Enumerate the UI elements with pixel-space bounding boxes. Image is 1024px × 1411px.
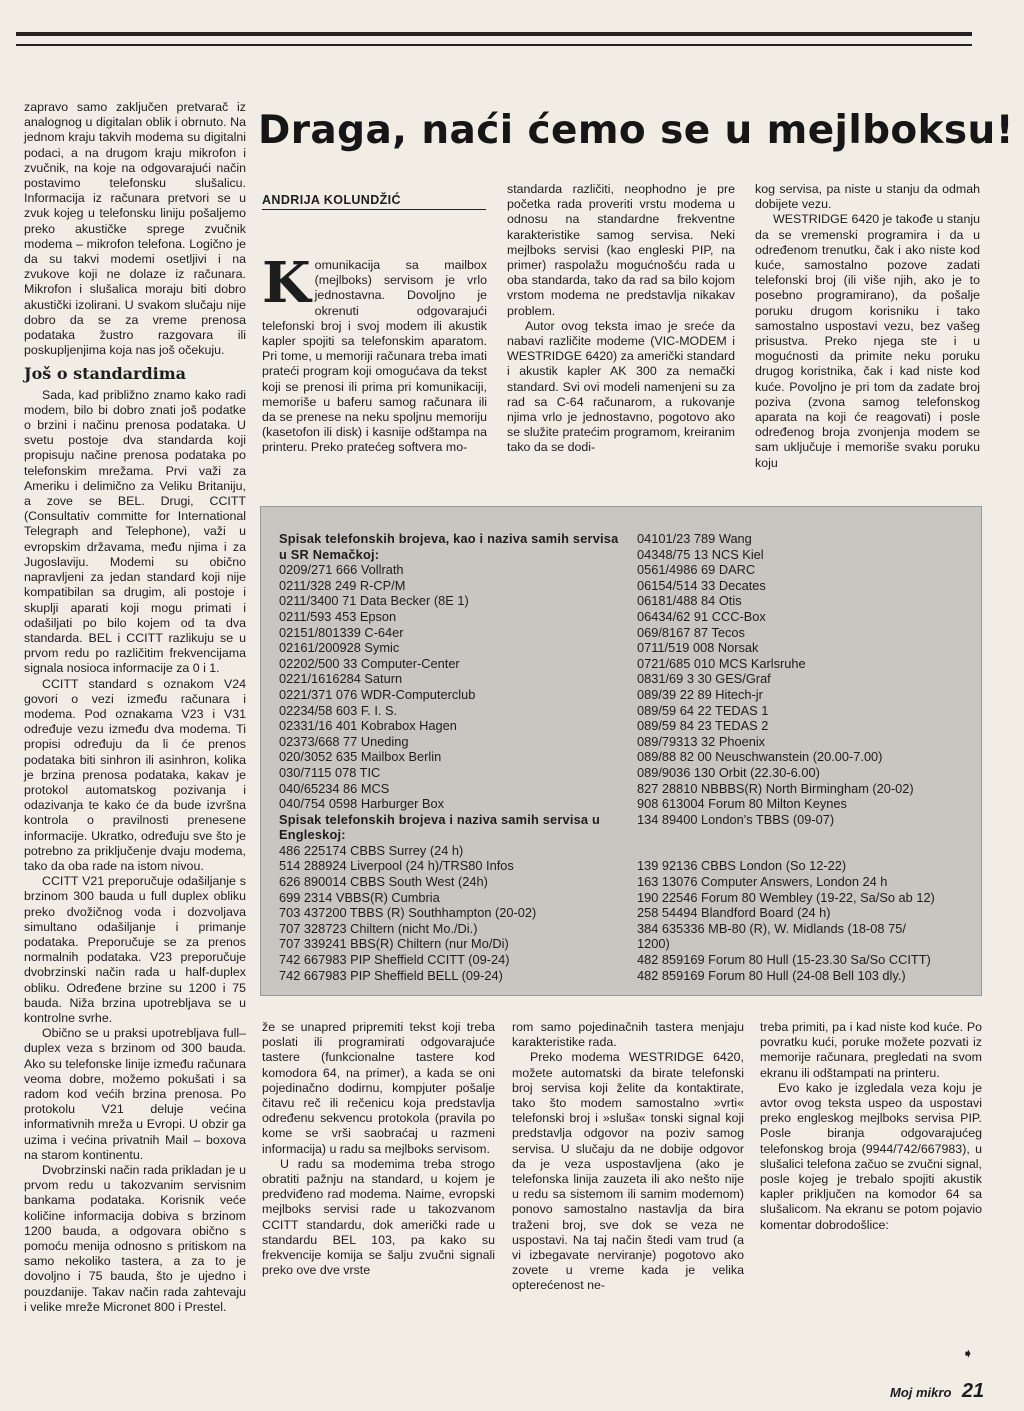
list-item: 089/59 64 22 TEDAS 1 [637, 702, 769, 718]
list-item: 02331/16 401 Kobrabox Hagen [279, 718, 457, 734]
paragraph: zapravo samo zaključen pretvarač iz analognog u digitalan oblik i obrnuto. Na jednom kraju takvih modema su digitalni podaci, a na drugom kraju mikrofon i zvučnik, na koje na odgovarajući način postavimo telefonsku slušalicu. Informacija iz računara pretvori se u zvuk kojeg u telefonsku liniju pošaljemo preko akustičke sprege zvučnik modema – mikrofon telefona. Logično je da su takvi modemi osetljivi i na zvukove koji ne dolaze iz računara. Mikrofon i slušalica moraju biti dobro akustički izolirani. U svakom slučaju nije dobro da se za vreme prenosa podataka žustro razgovara ili poskupljenjima koja nas još očekuju. [24, 100, 246, 358]
column-bottom-3 [760, 1020, 982, 1233]
list-item: 190 22546 Forum 80 Wembley (19-22, Sa/So ab 12) [637, 889, 935, 905]
list-item [637, 827, 977, 843]
list-item: 707 339241 BBS(R) Chiltern (nur Mo/Di) [279, 936, 509, 952]
paragraph: kog servisa, pa niste u stanju da odmah dobijete vezu. [755, 182, 980, 212]
list-item: 0711/519 008 Norsak [637, 640, 759, 656]
phone-list-left [279, 531, 629, 983]
list-item: 742 667983 PIP Sheffield BELL (09-24) [279, 967, 503, 983]
list-item: 139 92136 CBBS London (So 12-22) [637, 858, 847, 874]
paragraph: že se unapred pripremiti tekst koji treba poslati ili programirati odgovarajuće tastere (funkcionalne tastere kod komodora 64, na primer), a kada se oni pojedinačno dodirnu, kompjuter pošalje čitavu reč ili rečenicu koja predstavlja određenu sekvencu protokola (pravila po kome se vrši saobraćaj u razmeni informacija) u radu sa mejlboks servisom. [262, 1020, 495, 1156]
drop-cap: K [262, 250, 311, 316]
list-item: 703 437200 TBBS (R) Southhampton (20-02) [279, 905, 537, 921]
page-footer [890, 1380, 984, 1403]
paragraph: rom samo pojedinačnih tastera menjaju karakteristike rada. [512, 1020, 744, 1050]
paragraph: standarda različiti, neophodno je pre početka rada proveriti vrstu modema u odnosu na standardne frekventne karakteristike samog servisa. Neki mejlboks servisi (kao engleski PIP, na primer) raspolažu mogućnošću rada u oba standarda, tako da rad sa bilo kojom vrstom modema ne predstavlja nikakav problem. [507, 182, 735, 318]
list-item: 908 613004 Forum 80 Milton Keynes [637, 796, 847, 812]
list-item: 134 89400 London's TBBS (09-07) [637, 811, 835, 827]
list-item: 0211/593 453 Epson [279, 608, 397, 624]
list-item: 0831/69 3 30 GES/Graf [637, 671, 771, 687]
list-item: 089/59 84 23 TEDAS 2 [637, 718, 769, 734]
paragraph: WESTRIDGE 6420 je takođe u stanju da se vremenski programira i da u određenom trenutku, čak i ako niste kod kuće, samostalno pozove zadati telefonski broj (ili više njih, ako je to posebno programirano), da pošalje poruku drugom korisniku i tako samostalno uspostavi vezu, bez vašeg prisustva. Preko njega ste i u mogućnosti da primite neku poruku drugog koristnika, čak i kad niste kod kuće. Povoljno je pri tom da zadate broj poziva (zvona samog telefonskog aparata na koji će reagovati) i posle određenog broja zvonjenja modem se sam uključuje i memoriše svaku poruku koju [755, 212, 980, 470]
list-item: 699 2314 VBBS(R) Cumbria [279, 889, 440, 905]
column-3 [507, 182, 735, 456]
list-item: 089/79313 32 Phoenix [637, 733, 766, 749]
paragraph: CCITT standard s oznakom V24 govori o vezi između računara i modema. Pod oznakama V23 i V31 određuje vezu između dva modema. Ti propisi određuju da li će prenos podataka biti sinhron ili asinhron, kolika je brzina prenosa podataka, kakav je protokol automatskog pozivanja i odazivanja te kako će da bude izvršna kontrola o pravilnosti prenesene informacije. Ukratko, određuju sve što je potrebno za priključenje dvaju modema, tako da oba rade na istom nivou. [24, 676, 246, 873]
column-bottom-1 [262, 1020, 495, 1278]
list-item: 482 859169 Forum 80 Hull (15-23.30 Sa/So CCITT) [637, 952, 931, 968]
list-item: 163 13076 Computer Answers, London 24 h [637, 874, 888, 890]
list-item: 707 328723 Chiltern (nicht Mo./Di.) [279, 920, 478, 936]
list-item: 0211/328 249 R-CP/M [279, 577, 406, 593]
list-item: 089/39 22 89 Hitech-jr [637, 686, 763, 702]
paragraph: Obično se u praksi upotrebljava full–duplex veza s brzinom od 300 bauda. Ako su telefonske linije između računara veoma dobre, možemo pokušati i sa radom kod većih brzina prenosa. Po protokolu V21 deluje većina informativnih mreža u Evropi. U obzir ga uzima i većina privatnih Mail – boxova na starom kontinentu. [24, 1026, 246, 1162]
list-item: 0721/685 010 MCS Karlsruhe [637, 655, 806, 671]
list-item: 482 859169 Forum 80 Hull (24-08 Bell 103 dly.) [637, 967, 906, 983]
end-mark-icon: ➧ [962, 1345, 974, 1361]
paragraph: Evo kako je izgledala veza koju je avtor ovog teksta uspeo da uspostavi preko engleskog mejlboks servisa PIP. Posle biranja odgovarajućeg telefonskog broja (9944/742/667983), u slušalici telefona začuo se zvučni signal, posle kojeg je trebalo spojiti akustik kapler priključen na komodor 64 sa slušalicom. Na ekranu se potom pojavio komentar dobrodošlice: [760, 1080, 982, 1232]
phone-list-right [637, 531, 977, 983]
list-item: 06154/514 33 Decates [637, 577, 766, 593]
list-item: 069/8167 87 Tecos [637, 624, 745, 640]
list-item: 089/9036 130 Orbit (22.30-6.00) [637, 764, 820, 780]
phone-list-box [260, 506, 982, 996]
list-item: 0211/3400 71 Data Becker (8E 1) [279, 593, 469, 609]
top-rule [16, 32, 972, 46]
paragraph: Sada, kad približno znamo kako radi modem, bilo bi dobro znati još podatke o brzini i načinu prenosa podataka. U svetu postoje dva standarda koji propisuju načine prenosa podataka po telefonskim mrežama. Prvi važi za Ameriku i delimično za Veliku Britaniju, a zove se BEL. Drugi, CCITT (Consultativ committe for International Telegraph and Telephone), važi u evropskim državama, među njima i za Jugoslaviju. Modemi su obično napravljeni za jedan standard koji nije kompatibilan sa drugim, ali postoje i skuplji aparati koji mogu primati i odašiljati po bilo kojem od ta dva standarda. BEL i CCITT razlikuju se u prvom redu po različitim frekvencijama signala nosioca informacije za 0 i 1. [24, 387, 246, 676]
paragraph: CCITT V21 preporučuje odašiljanje s brzinom 300 bauda u full duplex obliku preko dvožičnog voda i dozvoljava simultano odašiljanje i primanje podataka. Preporučuje se za prenos normalnih podataka. V23 preporučuje dvobrzinski način rada u half-duplex obliku. Određene brzine su 1200 i 75 bauda. Niža brzina upotrebljava se u kontrolne svrhe. [24, 874, 246, 1025]
article-headline: Draga, naći ćemo se u mejlboksu! [258, 108, 1014, 153]
paragraph: omunikacija sa mailbox (mejlboks) servisom je vrlo jednostavna. Dovoljno je okrenuti odgovarajući telefonski broj i svoj modem ili akustik kapler spojiti sa telefonskim aparatom. Pri tome, u memoriji računara treba imati prateći program koji omogućava da tekst koji se prenosi ili prima pri komunikaciji, memoriše u baferu samog računara ili da se prenese na neku spoljnu memoriju (kasetofon ili disk) i kasnije odštampa na printeru. Preko pratećeg softvera mo- [262, 258, 487, 455]
list-item: 020/3052 635 Mailbox Berlin [279, 749, 442, 765]
list-item: 827 28810 NBBBS(R) North Birmingham (20-02) [637, 780, 914, 796]
column-2 [262, 250, 487, 456]
list-item: 0221/371 076 WDR-Computerclub [279, 686, 476, 702]
list-item: 0209/271 666 Vollrath [279, 562, 404, 578]
list-item: 040/65234 86 MCS [279, 780, 390, 796]
paragraph: Autor ovog teksta imao je sreće da nabavi različite modeme (VIC-MODEM i WESTRIDGE 6420) za američki standard i akustik kapler AK 300 za nemački standard. Svi ovi modeli namenjeni su za rad sa C-64 računarom, a rukovanje njima vrlo je jednostavno, pogotovo ako se služite pratećim programom, kreiranim tako da se dodi- [507, 318, 735, 455]
list-item: 02151/801339 C-64er [279, 624, 404, 640]
list-item: 02202/500 33 Computer-Center [279, 655, 460, 671]
list-item: 02234/58 603 F. I. S. [279, 702, 398, 718]
list-item: 030/7115 078 TIC [279, 764, 381, 780]
column-bottom-2 [512, 1020, 744, 1294]
list-heading: Spisak telefonskih brojeva, kao i naziva samih servisa u SR Nemačkoj: [279, 531, 619, 562]
list-item: 1200) [637, 936, 670, 952]
paragraph: Preko modema WESTRIDGE 6420, možete automatski da birate telefonski broj servisa koji želite da kontaktirate, tako što modem samostalno »vrti« telefonski broj i »sluša« tonski signal koji predstavlja odgovor na poziv samog servisa. U slučaju da ne dobije odgovor da je veza uspostavljena (ako je telefonska linija zauzeta ili ako nešto nije u redu sa sistemom ili samim modemom) ponovo samostalno nastavlja da bira traženi broj, sve dok se veza ne uspostavi. Na taj način štedi vam trud (a vi izbegavate nerviranje) pogotovo ako zovete u vreme kada je velika opterećenost ne- [512, 1050, 744, 1293]
list-item: 04348/75 13 NCS Kiel [637, 546, 764, 562]
list-item: 258 54494 Blandford Board (24 h) [637, 905, 831, 921]
list-item: 06181/488 84 Otis [637, 593, 742, 609]
author-byline: ANDRIJA KOLUNDŽIĆ [262, 193, 486, 210]
subheading: Još o standardima [24, 364, 187, 384]
page-number: 21 [961, 1380, 985, 1402]
list-item: 384 635336 MB-80 (R), W. Midlands (18-08 75/ [637, 920, 906, 936]
list-item: 0221/1616284 Saturn [279, 671, 403, 687]
paragraph: treba primiti, pa i kad niste kod kuće. Po povratku kući, poruke možete pozvati iz memorije računara, pregledati na svom ekranu ili odštampati na printeru. [760, 1020, 982, 1080]
list-item: 0561/4986 69 DARC [637, 562, 756, 578]
list-item: 514 288924 Liverpool (24 h)/TRS80 Infos [279, 858, 514, 874]
list-item: 02373/668 77 Uneding [279, 733, 409, 749]
list-item: 626 890014 CBBS South West (24h) [279, 874, 488, 890]
list-item: 04101/23 789 Wang [637, 531, 752, 546]
list-item [637, 843, 977, 859]
paragraph: Dvobrzinski način rada prikladan je u prvom redu u takozvanim servisnim bankama podataka. Korisnik veće količine informacija dobiva s brzinom 1200 bauda, a odgovara obično s pomoću menija odnosno s pritiskom na samo nekoliko tastera, a za to je dovoljno i 75 bauda, što je ujedno i pouzdanije. Takav način rada zahtevaju i velike mreže Micronet 800 i Prestel. [24, 1163, 246, 1314]
list-item: 06434/62 91 CCC-Box [637, 608, 766, 624]
list-item: 02161/200928 Symic [279, 640, 400, 656]
magazine-name: Moj mikro [890, 1385, 952, 1400]
list-heading: Spisak telefonskih brojeva i naziva samih servisa u Engleskoj: [279, 811, 601, 843]
paragraph: U radu sa modemima treba strogo obratiti pažnju na standard, u kojem je predviđeno rad modema. Naime, evropski mejlboks servisi rade u takozvanom CCITT standardu, dok američki rade u standardu BEL 103, pa kako su frekvencije komija se šalju zvučni signali preko ove dve vrste [262, 1156, 495, 1278]
list-item: 040/754 0598 Harburger Box [279, 796, 445, 812]
column-1 [24, 100, 246, 1315]
column-4 [755, 182, 980, 471]
list-item: 486 225174 CBBS Surrey (24 h) [279, 842, 464, 858]
list-item: 089/88 82 00 Neuschwanstein (20.00-7.00) [637, 749, 883, 765]
list-item: 742 667983 PIP Sheffield CCITT (09-24) [279, 952, 510, 968]
